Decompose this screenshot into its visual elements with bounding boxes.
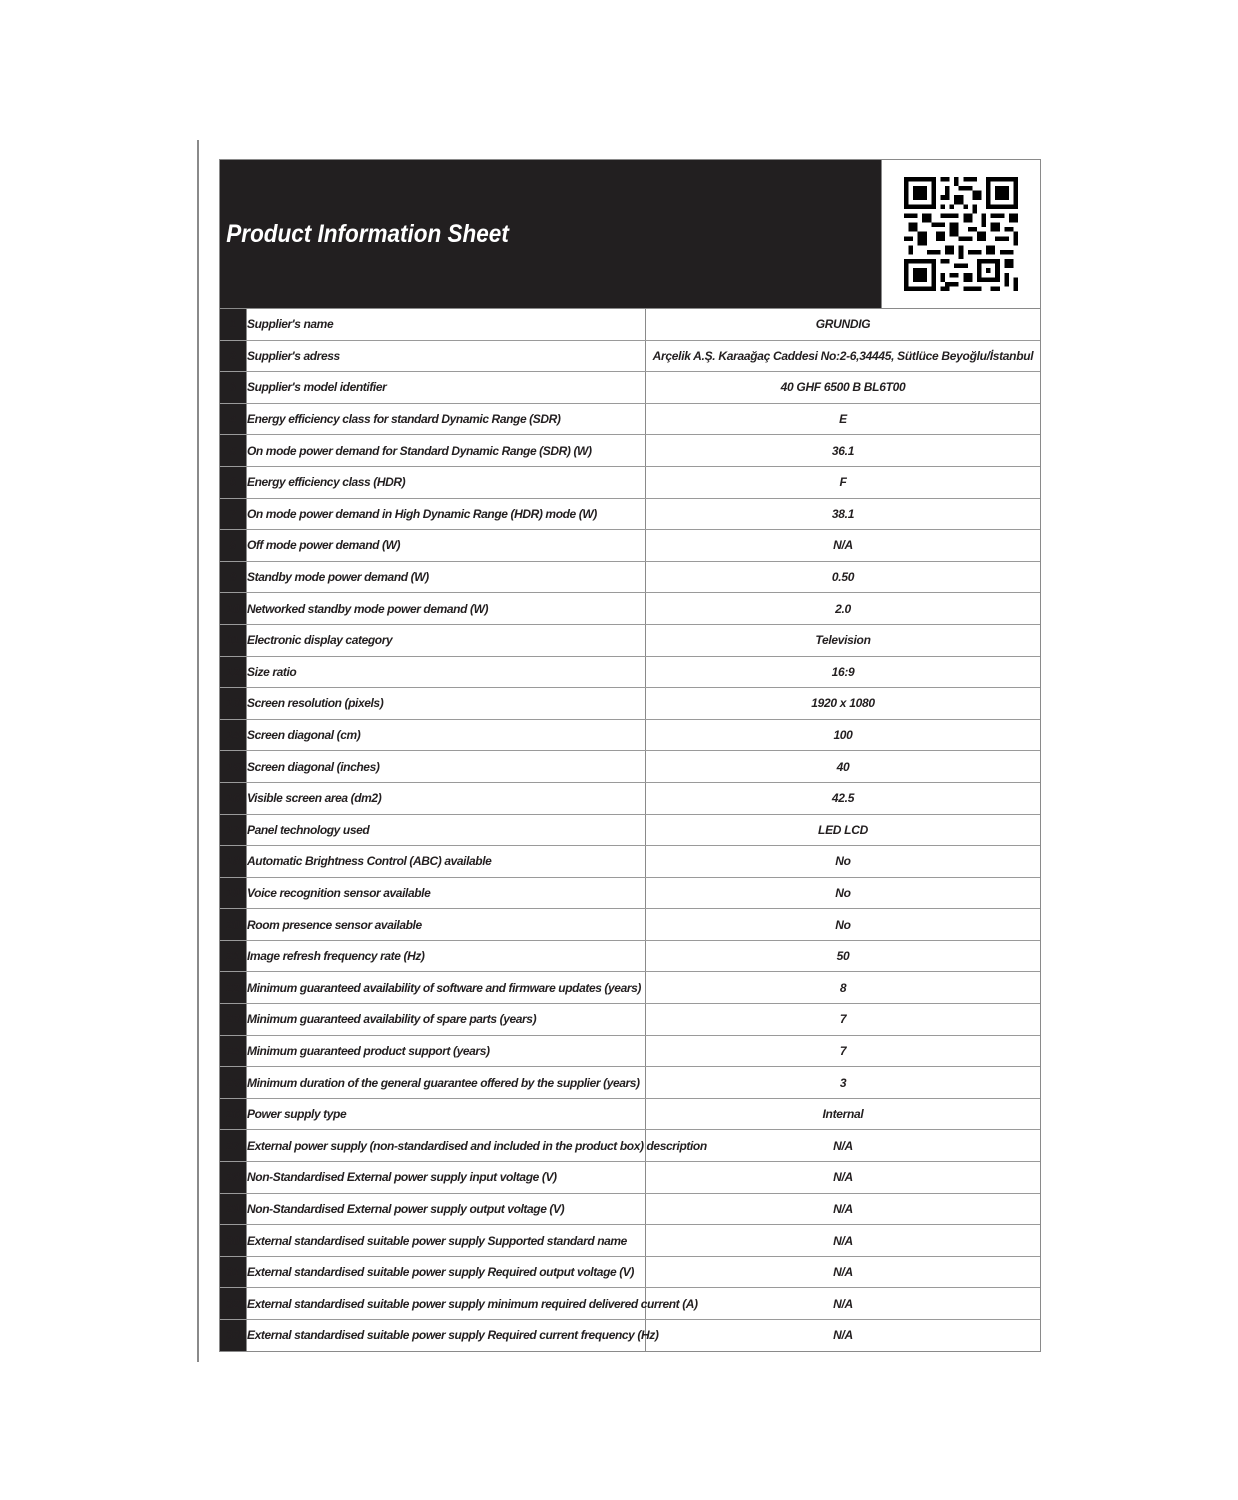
table-row: [220, 372, 1040, 404]
row-label: Screen diagonal (cm): [247, 719, 646, 751]
row-label: Image refresh frequency rate (Hz): [247, 940, 646, 972]
table-row: [220, 1193, 1040, 1225]
table-row: [220, 466, 1040, 498]
table-row: [220, 1035, 1040, 1067]
row-value: 1920 x 1080: [646, 688, 1041, 720]
row-label: Energy efficiency class (HDR): [247, 466, 646, 498]
table-row: [220, 909, 1040, 941]
row-label: Networked standby mode power demand (W): [247, 593, 646, 625]
row-number: 19: [220, 877, 247, 909]
row-number: 1: [220, 309, 247, 340]
row-number: 26: [220, 1098, 247, 1130]
product-information-sheet: [219, 159, 1041, 1352]
row-label: Screen resolution (pixels): [247, 688, 646, 720]
table-row: [220, 1256, 1040, 1288]
row-number: 30: [220, 1225, 247, 1257]
table-row: [220, 624, 1040, 656]
row-value: N/A: [646, 1256, 1041, 1288]
row-label: Energy efficiency class for standard Dynamic Range (SDR): [247, 403, 646, 435]
table-row: [220, 751, 1040, 783]
row-number: 33: [220, 1320, 247, 1351]
row-value: 50: [646, 940, 1041, 972]
table-row: [220, 1098, 1040, 1130]
row-number: 2: [220, 340, 247, 372]
row-value: 100: [646, 719, 1041, 751]
row-value: N/A: [646, 530, 1041, 562]
row-value: 42.5: [646, 782, 1041, 814]
row-value: F: [646, 466, 1041, 498]
row-number: 8: [220, 530, 247, 562]
row-value: Internal: [646, 1098, 1041, 1130]
row-label: Electronic display category: [247, 624, 646, 656]
row-label: Minimum guaranteed availability of spare parts (years): [247, 1004, 646, 1036]
row-number: 22: [220, 972, 247, 1004]
row-number: 25: [220, 1067, 247, 1099]
row-value: 40: [646, 751, 1041, 783]
row-number: 7: [220, 498, 247, 530]
row-value: N/A: [646, 1162, 1041, 1194]
row-label: Room presence sensor available: [247, 909, 646, 941]
row-label: Non-Standardised External power supply output voltage (V): [247, 1193, 646, 1225]
row-number: 17: [220, 814, 247, 846]
page-margin-line: [197, 140, 199, 1362]
row-label: Visible screen area (dm2): [247, 782, 646, 814]
table-row: [220, 340, 1040, 372]
table-row: [220, 1320, 1040, 1351]
row-label: Supplier's model identifier: [247, 372, 646, 404]
row-value: E: [646, 403, 1041, 435]
row-number: 28: [220, 1162, 247, 1194]
row-label: Supplier's adress: [247, 340, 646, 372]
row-label: On mode power demand in High Dynamic Range (HDR) mode (W): [247, 498, 646, 530]
row-value: 16:9: [646, 656, 1041, 688]
table-row: [220, 1067, 1040, 1099]
row-value: Arçelik A.Ş. Karaağaç Caddesi No:2-6,34445, Sütlüce Beyoğlu/İstanbul: [646, 340, 1041, 372]
row-label: Standby mode power demand (W): [247, 561, 646, 593]
table-row: [220, 1288, 1040, 1320]
table-row: [220, 1130, 1040, 1162]
row-number: 18: [220, 846, 247, 878]
row-value: 7: [646, 1035, 1041, 1067]
row-label: External standardised suitable power supply minimum required delivered current (A): [247, 1288, 646, 1320]
row-value: LED LCD: [646, 814, 1041, 846]
table-row: [220, 309, 1040, 340]
row-value: Television: [646, 624, 1041, 656]
row-label: Screen diagonal (inches): [247, 751, 646, 783]
table-row: [220, 940, 1040, 972]
row-value: 38.1: [646, 498, 1041, 530]
table-row: [220, 1162, 1040, 1194]
product-info-table: [220, 309, 1040, 1351]
row-number: 29: [220, 1193, 247, 1225]
table-row: [220, 877, 1040, 909]
row-number: 3: [220, 372, 247, 404]
row-number: 13: [220, 688, 247, 720]
table-row: [220, 688, 1040, 720]
table-row: [220, 435, 1040, 467]
table-row: [220, 530, 1040, 562]
table-row: [220, 814, 1040, 846]
row-label: Automatic Brightness Control (ABC) available: [247, 846, 646, 878]
row-number: 31: [220, 1256, 247, 1288]
row-label: External standardised suitable power supply Required output voltage (V): [247, 1256, 646, 1288]
row-number: 16: [220, 782, 247, 814]
row-value: GRUNDIG: [646, 309, 1041, 340]
row-number: 27: [220, 1130, 247, 1162]
row-value: 40 GHF 6500 B BL6T00: [646, 372, 1041, 404]
table-row: [220, 1004, 1040, 1036]
row-number: 11: [220, 624, 247, 656]
row-number: 10: [220, 593, 247, 625]
row-label: External standardised suitable power supply Required current frequency (Hz): [247, 1320, 646, 1351]
row-label: Minimum guaranteed availability of software and firmware updates (years): [247, 972, 646, 1004]
row-value: 3: [646, 1067, 1041, 1099]
row-label: Voice recognition sensor available: [247, 877, 646, 909]
row-label: On mode power demand for Standard Dynamic Range (SDR) (W): [247, 435, 646, 467]
table-row: [220, 561, 1040, 593]
row-label: Supplier's name: [247, 309, 646, 340]
row-number: 4: [220, 403, 247, 435]
row-label: External standardised suitable power supply Supported standard name: [247, 1225, 646, 1257]
row-number: 20: [220, 909, 247, 941]
row-number: 12: [220, 656, 247, 688]
sheet-title: Product Information Sheet: [226, 219, 509, 248]
row-number: 9: [220, 561, 247, 593]
table-row: [220, 403, 1040, 435]
row-label: Minimum guaranteed product support (years): [247, 1035, 646, 1067]
table-row: [220, 656, 1040, 688]
table-row: [220, 846, 1040, 878]
row-value: N/A: [646, 1130, 1041, 1162]
row-label: Minimum duration of the general guarantee offered by the supplier (years): [247, 1067, 646, 1099]
row-value: 2.0: [646, 593, 1041, 625]
row-label: Size ratio: [247, 656, 646, 688]
row-value: N/A: [646, 1193, 1041, 1225]
row-value: N/A: [833, 1328, 853, 1343]
qr-code-icon: [904, 177, 1018, 291]
row-number: 5: [220, 435, 247, 467]
row-value: 8: [646, 972, 1041, 1004]
row-number: 6: [220, 466, 247, 498]
row-label: Off mode power demand (W): [247, 530, 646, 562]
table-row: [220, 719, 1040, 751]
row-value: 0.50: [646, 561, 1041, 593]
row-number: 24: [220, 1035, 247, 1067]
row-number: 32: [220, 1288, 247, 1320]
row-value: N/A: [646, 1288, 1041, 1320]
row-label: External power supply (non-standardised and included in the product box) description: [247, 1130, 646, 1162]
row-value: 36.1: [646, 435, 1041, 467]
row-number: 15: [220, 751, 247, 783]
row-number: 14: [220, 719, 247, 751]
row-label: Panel technology used: [247, 814, 646, 846]
row-value: No: [646, 909, 1041, 941]
row-value: No: [646, 877, 1041, 909]
table-row: [220, 782, 1040, 814]
table-row: [220, 1225, 1040, 1257]
row-label: Non-Standardised External power supply input voltage (V): [247, 1162, 646, 1194]
table-row: [220, 593, 1040, 625]
row-value: N/A: [646, 1225, 1041, 1257]
sheet-header: [220, 160, 1040, 309]
row-value: 7: [646, 1004, 1041, 1036]
table-row: [220, 972, 1040, 1004]
row-label: Power supply type: [247, 1098, 646, 1130]
row-number: 21: [220, 940, 247, 972]
row-number: 23: [220, 1004, 247, 1036]
row-value: No: [646, 846, 1041, 878]
table-row: [220, 498, 1040, 530]
qr-code: [881, 160, 1040, 308]
